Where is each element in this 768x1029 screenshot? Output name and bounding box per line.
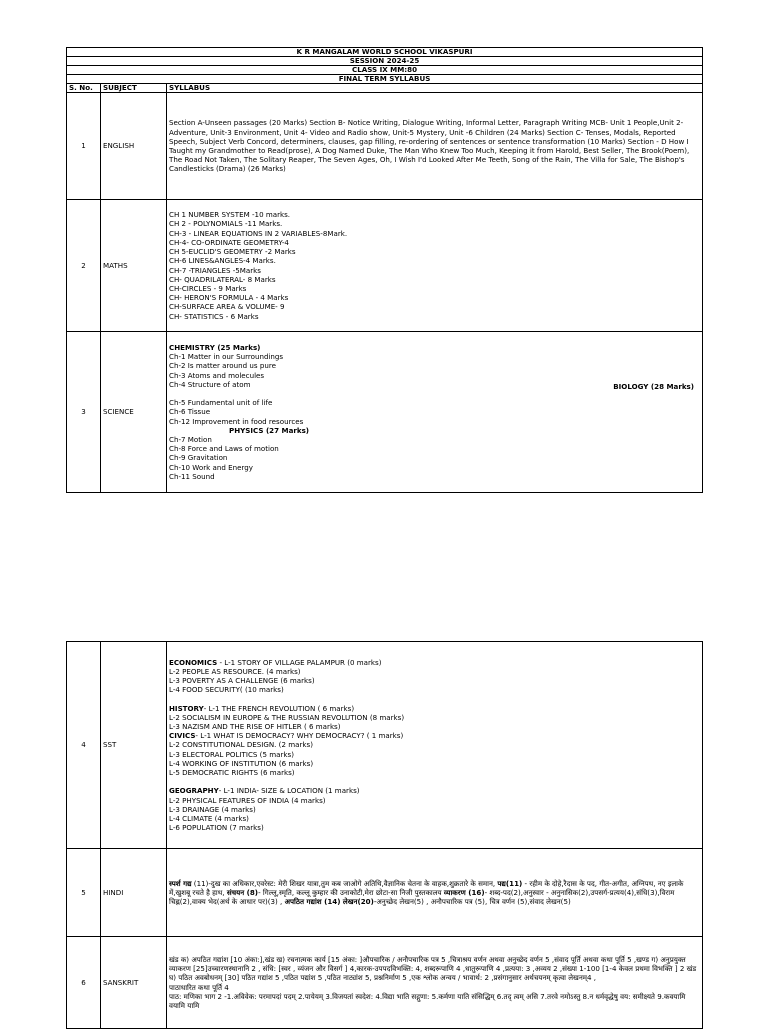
civics-heading: CIVICS (169, 731, 196, 741)
list-item: CH 1 NUMBER SYSTEM -10 marks. (169, 210, 291, 220)
hindi-heading-sanchayan: संचयन (8) (226, 887, 259, 897)
subject-name: MATHS (101, 200, 167, 332)
table-row-english (67, 93, 703, 200)
sno: 6 (67, 937, 101, 1029)
list-item: Ch-12 Improvement in food resources (169, 416, 304, 426)
sanskrit-syllabus: खंड क) अपठित गद्यांश [10 अंका:],खंड ख) रचनात्मक कार्य [15 अंका: ]औपचारिक / अनौपचारिक पत्र 5 ,चित्राश्रय वर्णन अथवा अनुच्छेद वर्णन 5 ,संवाद पूर्ति अथवा कथा पूर्ति 5 ,खण्ड ग) अनुप्रयुक्त व्याकरण [25]उच्चारणस्थानानि 2 , संधि: [स्वर , व्यंजन और विसर्ग ] 4,कारक-उपपदविभक्ति: 4, शब्दरूपाणि 4 ,धातुरूपाणि 4 ,प्रत्यया: 3 ,अव्यय 2 ,संख्या 1-100 [1-4 केवल प्रथमा विभक्ति ] 2 खंड घ) पठित अवबोधनम् [30] पठित गद्यांश 5 ,पठित पद्यांश 5 ,पठित नाट्यांश 5, प्रश्ननिर्माण 5 ,एक श्लोक अन्वय / भावार्थ: 2 ,प्रसंगानुसार अर्थचयनम् कृत्वा लेखनम्4 , पाठाधारित कथा पूर्ति 4 पाठ: मणिका भाग 2 -1.अविवेक: परमापदां पदम् 2.पायेयम् 3.विजयतां स्वदेश: 4.विद्या भाति सद्गुणा: 5.कर्मणा याति संसिद्धिम् 6.तद् त्वम् असि 7.तरवे नमोऽस्तु 8.न धर्मवृद्धेषु वय: समीक्ष्यते 9.कवयामि वयामि यामि (167, 937, 703, 1029)
list-item: CH- STATISTICS - 6 Marks (169, 311, 259, 321)
list-item: CH-3 - LINEAR EQUATIONS IN 2 VARIABLES-8Mark. (169, 228, 348, 238)
list-item: CH-6 LINES&ANGLES-4 Marks. (169, 256, 276, 266)
list-item: CH-4- CO-ORDINATE GEOMETRY-4 (169, 237, 289, 247)
history-heading: HISTORY (169, 703, 204, 713)
biology-heading: BIOLOGY (28 Marks) (613, 382, 695, 391)
list-item: CH 2 - POLYNOMIALS -11 Marks. (169, 219, 283, 229)
geography-heading: GEOGRAPHY (169, 786, 219, 796)
list-item: Ch-7 Motion (169, 435, 212, 444)
list-item: CH- QUADRILATERAL- 8 Marks (169, 274, 276, 284)
list-item: L-2 SOCIALISM IN EUROPE & THE RUSSIAN REVOLUTION (8 marks) (169, 712, 405, 722)
list-item: Ch-11 Sound (169, 471, 215, 481)
chemistry-heading: CHEMISTRY (25 Marks) (169, 342, 261, 352)
list-item: Ch-6 Tissue (169, 407, 211, 417)
english-syllabus: Section A-Unseen passages (20 Marks) Section B- Notice Writing, Dialogue Writing, Informal Letter, Paragraph Writing MCB- Unit 1 People,Unit 2- Adventure, Unit-3 Environment, Unit 4- Video and Radio show, Unit-5 Mystery, Unit -6 Children (24 Marks) Section C- Tenses, Modals, Reported Speech, Subject Verb Concord, determiners, clauses, gap filling, re-ordering of sentences or sentence transformation (10 Marks) Section - D How I Taught my Grandmother to Read(prose), A Dog Named Duke, The Man Who Knew Too Much, Keeping it from Harold, Best Seller, The Brook(Poem), The Road Not Taken, The Solitary Reaper, The Seven Ages, Oh, I Wish I'd Looked After Me Teeth, Song of the Rain, The Villa for Sale, The Bishop's Candlesticks (Drama) (26 Marks) (167, 93, 703, 200)
table-row-maths (67, 200, 703, 332)
list-item: L-3 POVERTY AS A CHALLENGE (6 marks) (169, 675, 315, 685)
list-item: L-5 DEMOCRATIC RIGHTS (6 marks) (169, 768, 295, 777)
sst-syllabus: ECONOMICS - L-1 STORY OF VILLAGE PALAMPUR (0 marks) L-2 PEOPLE AS RESOURCE. (4 marks) L-3 POVERTY AS A CHALLENGE (6 marks) L-4 FOOD SECURITY( (10 marks) HISTORY- L-1 THE FRENCH REVOLUTION ( 6 marks) L-2 SOCIALISM IN EUROPE & THE RUSSIAN REVOLUTION (8 marks) L-3 NAZISM AND THE RISE OF HITLER ( 6 marks) CIVICS- L-1 WHAT IS DEMOCRACY? WHY DEMOCRACY? ( 1 marks) L-2 CONSTITUTIONAL DESIGN. (2 marks) L-3 ELECTORAL POLITICS (5 marks) L-4 WORKING OF INSTITUTION (6 marks) L-5 DEMOCRATIC RIGHTS (6 marks) GEOGRAPHY- L-1 INDIA- SIZE & LOCATION (1 marks) L-2 PHYSICAL FEATURES OF INDIA (4 marks) L-3 DRAINAGE (4 marks) L-4 CLIMATE (4 marks) L-6 POPULATION (7 marks) (167, 642, 703, 849)
hindi-heading-sparsh: स्पर्श गद्य (169, 878, 192, 888)
syllabus-title: FINAL TERM SYLLABUS (67, 75, 703, 84)
physics-heading: PHYSICS (27 Marks) (229, 425, 310, 435)
list-item: L-4 WORKING OF INSTITUTION (6 marks) (169, 758, 314, 768)
list-item: Ch-3 Atoms and molecules (169, 370, 265, 380)
list-item: Ch-2 Is matter around us pure (169, 361, 276, 371)
table-row-sanskrit (67, 937, 703, 1029)
maths-syllabus (167, 200, 703, 332)
economics-heading: ECONOMICS (169, 657, 218, 667)
class-mm: CLASS IX MM:80 (67, 66, 703, 75)
sno: 5 (67, 849, 101, 937)
list-item: Ch-4 Structure of atom (169, 379, 251, 389)
list-item: Ch-10 Work and Energy (169, 462, 253, 472)
column-header-row (67, 84, 703, 93)
hindi-heading-padya: पद्य(11) (497, 878, 523, 888)
syllabus-table-page1 (66, 47, 703, 493)
hindi-syllabus: स्पर्श गद्य (11)-दुख का अधिकार,एवरेस्ट: मेरी शिखर यात्रा,तुम कब जाओगे अतिथि,वैज्ञानिक चेतना के वाहक,शुक्रतारे के समान, पद्य(11) - रहीम के दोहे,रैदास के पद, गीत-अगीत, अग्निपथ, नए इलाके में,खुशबू रचते है हाथ, संचयन (8)- गिल्लू,स्मृति, कल्लू कुम्हार की उनाकोटी,मेरा छोटा-सा निजी पुस्तकालय व्याकरण (16)- शब्द-पद(2),अनुस्वार - अनुनासिक(2),उपसर्ग-प्रत्यय(4),संधि(3),विराम चिह्न(2),वाक्य भेद(अर्थ के आधार पर)(3) , अपठित गद्यांश (14) लेखन(20)-अनुच्छेद लेखन(5) , अनौपचारिक पत्र (5), चित्र वर्णन (5),संवाद लेखन(5) (167, 849, 703, 937)
list-item: L-3 DRAINAGE (4 marks) (169, 804, 256, 814)
hindi-heading-apathit: अपठित गद्यांश (14) लेखन(20) (284, 897, 374, 907)
sno: 3 (67, 332, 101, 493)
list-item: CH-SURFACE AREA & VOLUME- 9 (169, 302, 285, 312)
subject-name: SCIENCE (101, 332, 167, 493)
school-name: K R MANGALAM WORLD SCHOOL VIKASPURI (67, 48, 703, 57)
syllabus-table-page2 (66, 641, 703, 1029)
subject-name: HINDI (101, 849, 167, 937)
list-item: CH 5-EUCLID'S GEOMETRY -2 Marks (169, 247, 296, 257)
list-item: L-3 ELECTORAL POLITICS (5 marks) (169, 749, 294, 759)
sno: 4 (67, 642, 101, 849)
table-row-science (67, 332, 703, 493)
list-item: L-2 PHYSICAL FEATURES OF INDIA (4 marks) (169, 795, 326, 805)
list-item: CH-7 -TRIANGLES -5Marks (169, 265, 261, 275)
list-item: Ch-1 Matter in our Surroundings (169, 352, 284, 362)
list-item: CH-CIRCLES - 9 Marks (169, 283, 247, 293)
list-item: L-4 CLIMATE (4 marks) (169, 814, 249, 824)
subject-name: ENGLISH (101, 93, 167, 200)
table-row-hindi (67, 849, 703, 937)
science-syllabus (167, 332, 703, 493)
session: SESSION 2024-25 (67, 57, 703, 66)
list-item: Ch-5 Fundamental unit of life (169, 398, 273, 408)
list-item: L-2 CONSTITUTIONAL DESIGN. (2 marks) (169, 740, 313, 750)
list-item: CH- HERON'S FORMULA - 4 Marks (169, 293, 289, 303)
list-item: L-3 NAZISM AND THE RISE OF HITLER ( 6 marks) (169, 721, 341, 731)
col-subject: SUBJECT (101, 84, 167, 93)
list-item: L-2 PEOPLE AS RESOURCE. (4 marks) (169, 666, 301, 676)
col-sno: S. No. (67, 84, 101, 93)
hindi-heading-vyakaran: व्याकरण (16) (443, 887, 485, 897)
list-item: L-6 POPULATION (7 marks) (169, 823, 264, 833)
list-item: Ch-9 Gravitation (169, 453, 228, 463)
sno: 2 (67, 200, 101, 332)
sno: 1 (67, 93, 101, 200)
list-item: Ch-8 Force and Laws of motion (169, 444, 279, 454)
subject-name: SST (101, 642, 167, 849)
col-syllabus: SYLLABUS (167, 84, 703, 93)
list-item: L-4 FOOD SECURITY( (10 marks) (169, 685, 284, 695)
subject-name: SANSKRIT (101, 937, 167, 1029)
table-row-sst (67, 642, 703, 849)
